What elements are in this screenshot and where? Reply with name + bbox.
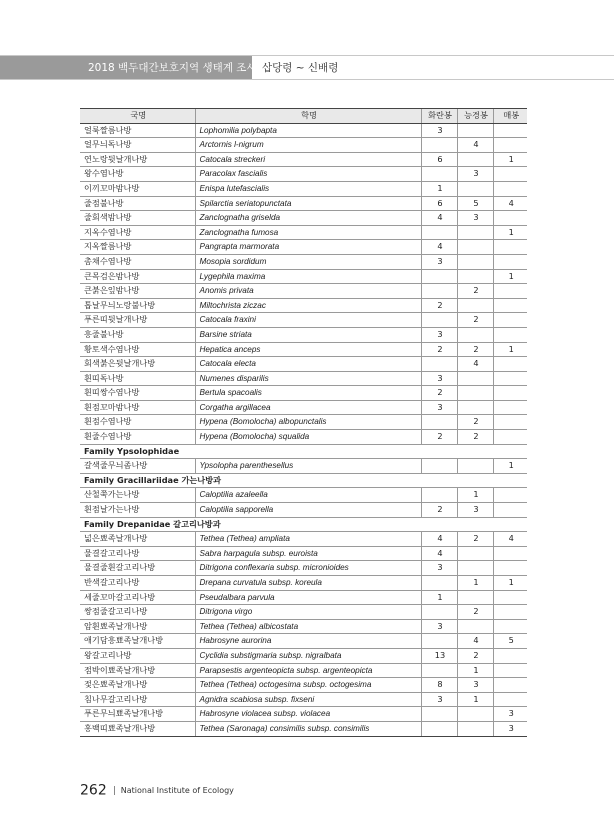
hwaranbong-count-cell [421,167,457,182]
neunggyeongbong-count-cell [457,707,493,722]
table-row [80,546,527,561]
hwaranbong-count-cell: 3 [421,692,457,707]
table-row [80,181,527,196]
korean-name-cell: 줄회색밤나방 [80,211,195,226]
table-row [80,225,527,240]
korean-name-cell: 흰점날가는나방 [80,503,195,518]
maebong-count-cell [493,488,527,503]
table-row [80,298,527,313]
maebong-count-cell [493,692,527,707]
maebong-count-cell [493,503,527,518]
table-row [80,415,527,430]
scientific-name-cell: Miltochrista ziczac [195,298,421,313]
maebong-count-cell [493,298,527,313]
table-row [80,503,527,518]
scientific-name-cell: Ditrigona virgo [195,605,421,620]
scientific-name-cell: Catocala electa [195,357,421,372]
maebong-count-cell [493,386,527,401]
neunggyeongbong-count-cell: 2 [457,532,493,547]
table-row [80,269,527,284]
maebong-count-cell: 1 [493,152,527,167]
scientific-name-cell: Pseudalbara parvula [195,590,421,605]
maebong-count-cell [493,561,527,576]
hwaranbong-count-cell [421,721,457,736]
table-row [80,721,527,736]
neunggyeongbong-count-cell [457,298,493,313]
institution-name: National Institute of Ecology [120,786,234,795]
scientific-name-cell: Barsine striata [195,327,421,342]
scientific-name-cell: Habrosyne aurorina [195,634,421,649]
table-row [80,605,527,620]
table-row [80,400,527,415]
scientific-name-cell: Zanclognatha fumosa [195,225,421,240]
column-header-neunggyeongbong: 능경봉 [457,109,493,124]
korean-name-cell: 지옥수염나방 [80,225,195,240]
hwaranbong-count-cell: 4 [421,240,457,255]
maebong-count-cell [493,240,527,255]
scientific-name-cell: Catocala streckeri [195,152,421,167]
scientific-name-cell: Tethea (Tethea) octogesima subsp. octogesima [195,678,421,693]
hwaranbong-count-cell [421,138,457,153]
hwaranbong-count-cell [421,313,457,328]
hwaranbong-count-cell: 4 [421,546,457,561]
running-header [0,55,614,80]
hwaranbong-count-cell [421,415,457,430]
column-header-korean-name: 국명 [80,109,195,124]
neunggyeongbong-count-cell [457,152,493,167]
korean-name-cell: 얼룩짤름나방 [80,123,195,138]
maebong-count-cell [493,254,527,269]
neunggyeongbong-count-cell: 2 [457,313,493,328]
family-name: Family Gracillariidae 가는나방과 [80,473,527,488]
table-row [80,196,527,211]
family-name: Family Ypsolophidae [80,444,527,459]
scientific-name-cell: Zanclognatha griselda [195,211,421,226]
scientific-name-cell: Paracolax fascialis [195,167,421,182]
table-row [80,561,527,576]
neunggyeongbong-count-cell: 3 [457,678,493,693]
scientific-name-cell: Hypena (Bomolocha) squalida [195,430,421,445]
korean-name-cell: 젖은뾰족날개나방 [80,678,195,693]
table-row [80,284,527,299]
maebong-count-cell: 3 [493,707,527,722]
table-body [80,123,527,736]
maebong-count-cell: 4 [493,532,527,547]
maebong-count-cell [493,357,527,372]
maebong-count-cell [493,430,527,445]
neunggyeongbong-count-cell [457,561,493,576]
maebong-count-cell [493,284,527,299]
korean-name-cell: 애기담흥뾰족날개나방 [80,634,195,649]
table-row [80,167,527,182]
maebong-count-cell [493,663,527,678]
korean-name-cell: 암흰뾰족날개나방 [80,619,195,634]
hwaranbong-count-cell [421,284,457,299]
korean-name-cell: 세줄꼬마갈고리나방 [80,590,195,605]
table-row [80,152,527,167]
neunggyeongbong-count-cell [457,619,493,634]
scientific-name-cell: Corgatha argillacea [195,400,421,415]
hwaranbong-count-cell: 13 [421,648,457,663]
hwaranbong-count-cell [421,225,457,240]
scientific-name-cell: Tethea (Tethea) albicostata [195,619,421,634]
scientific-name-cell: Bertula spacoalis [195,386,421,401]
korean-name-cell: 톱날무늬노랑불나방 [80,298,195,313]
scientific-name-cell: Drepana curvatula subsp. koreula [195,576,421,591]
maebong-count-cell: 4 [493,196,527,211]
family-header-row [80,444,527,459]
neunggyeongbong-count-cell [457,254,493,269]
maebong-count-cell [493,400,527,415]
neunggyeongbong-count-cell: 4 [457,634,493,649]
neunggyeongbong-count-cell [457,546,493,561]
hwaranbong-count-cell [421,634,457,649]
korean-name-cell: 침나무갈고리나방 [80,692,195,707]
hwaranbong-count-cell [421,663,457,678]
neunggyeongbong-count-cell: 4 [457,357,493,372]
neunggyeongbong-count-cell [457,181,493,196]
scientific-name-cell: Lygephila maxima [195,269,421,284]
neunggyeongbong-count-cell: 2 [457,648,493,663]
korean-name-cell: 지옥짤름나방 [80,240,195,255]
neunggyeongbong-count-cell: 2 [457,605,493,620]
maebong-count-cell [493,605,527,620]
scientific-name-cell: Caloptilia sapporella [195,503,421,518]
korean-name-cell: 큰목검은밤나방 [80,269,195,284]
hwaranbong-count-cell: 2 [421,430,457,445]
korean-name-cell: 회색붉은뒷날개나방 [80,357,195,372]
table-row [80,123,527,138]
maebong-count-cell: 5 [493,634,527,649]
korean-name-cell: 넓은뾰족날개나방 [80,532,195,547]
korean-name-cell: 얼무늬독나방 [80,138,195,153]
maebong-count-cell [493,181,527,196]
page-number: 262 [80,782,107,799]
neunggyeongbong-count-cell [457,225,493,240]
hwaranbong-count-cell [421,459,457,474]
table-row [80,692,527,707]
table-row [80,357,527,372]
hwaranbong-count-cell: 3 [421,123,457,138]
hwaranbong-count-cell: 3 [421,400,457,415]
family-header-row [80,473,527,488]
column-header-maebong: 매봉 [493,109,527,124]
scientific-name-cell: Anomis privata [195,284,421,299]
scientific-name-cell: Enispa lutefascialis [195,181,421,196]
species-table [80,108,527,737]
korean-name-cell: 물결줄흰갈고리나방 [80,561,195,576]
korean-name-cell: 푸른띠뒷날개나방 [80,313,195,328]
neunggyeongbong-count-cell [457,386,493,401]
table-row [80,254,527,269]
footer-separator [114,786,115,795]
scientific-name-cell: Spilarctia seriatopunctata [195,196,421,211]
korean-name-cell: 줄점불나방 [80,196,195,211]
neunggyeongbong-count-cell: 3 [457,211,493,226]
hwaranbong-count-cell [421,269,457,284]
korean-name-cell: 반색갈고리나방 [80,576,195,591]
korean-name-cell: 물결갈고리나방 [80,546,195,561]
hwaranbong-count-cell: 1 [421,590,457,605]
scientific-name-cell: Agnidra scabiosa subsp. fixseni [195,692,421,707]
hwaranbong-count-cell: 2 [421,342,457,357]
table-row [80,342,527,357]
korean-name-cell: 흰점수염나방 [80,415,195,430]
section-title: 삽당령 ~ 신배령 [262,62,339,74]
scientific-name-cell: Tethea (Saronaga) consimilis subsp. consimilis [195,721,421,736]
scientific-name-cell: Ditrigona conflexaria subsp. micronioides [195,561,421,576]
table-row [80,488,527,503]
table-row [80,138,527,153]
neunggyeongbong-count-cell [457,400,493,415]
maebong-count-cell [493,313,527,328]
maebong-count-cell [493,619,527,634]
table-row [80,532,527,547]
hwaranbong-count-cell: 2 [421,503,457,518]
scientific-name-cell: Caloptilia azaleella [195,488,421,503]
neunggyeongbong-count-cell: 3 [457,167,493,182]
table-row [80,371,527,386]
maebong-count-cell [493,371,527,386]
maebong-count-cell [493,138,527,153]
korean-name-cell: 흰줄수염나방 [80,430,195,445]
scientific-name-cell: Arctornis l-nigrum [195,138,421,153]
neunggyeongbong-count-cell [457,123,493,138]
neunggyeongbong-count-cell [457,371,493,386]
table-row [80,211,527,226]
scientific-name-cell: Habrosyne violacea subsp. violacea [195,707,421,722]
header-gray-block [0,56,257,79]
table-row [80,386,527,401]
maebong-count-cell [493,211,527,226]
table-row [80,240,527,255]
hwaranbong-count-cell: 8 [421,678,457,693]
hwaranbong-count-cell: 6 [421,152,457,167]
table-row [80,648,527,663]
scientific-name-cell: Parapsestis argenteopicta subsp. argenteopicta [195,663,421,678]
scientific-name-cell: Mosopia sordidum [195,254,421,269]
scientific-name-cell: Ypsolopha parenthesellus [195,459,421,474]
hwaranbong-count-cell [421,576,457,591]
neunggyeongbong-count-cell [457,327,493,342]
korean-name-cell: 왕갈고리나방 [80,648,195,663]
korean-name-cell: 큰붉은잎밤나방 [80,284,195,299]
hwaranbong-count-cell: 4 [421,532,457,547]
page-footer [80,780,234,799]
table-row [80,459,527,474]
maebong-count-cell [493,590,527,605]
maebong-count-cell [493,546,527,561]
maebong-count-cell: 1 [493,576,527,591]
korean-name-cell: 점박이뾰족날개나방 [80,663,195,678]
korean-name-cell: 황토색수염나방 [80,342,195,357]
neunggyeongbong-count-cell [457,269,493,284]
hwaranbong-count-cell: 2 [421,386,457,401]
korean-name-cell: 왕수염나방 [80,167,195,182]
korean-name-cell: 쌍점줄갈고리나방 [80,605,195,620]
table-row [80,590,527,605]
report-title: 2018 백두대간보호지역 생태계 조사 [88,62,257,74]
neunggyeongbong-count-cell: 2 [457,284,493,299]
table-row [80,313,527,328]
family-header-row [80,517,527,532]
korean-name-cell: 갈색줄무늬좀나방 [80,459,195,474]
hwaranbong-count-cell: 3 [421,327,457,342]
table-header-row [80,109,527,124]
hwaranbong-count-cell: 3 [421,371,457,386]
scientific-name-cell: Tethea (Tethea) ampliata [195,532,421,547]
table-row [80,576,527,591]
neunggyeongbong-count-cell: 1 [457,488,493,503]
maebong-count-cell: 1 [493,225,527,240]
hwaranbong-count-cell [421,488,457,503]
table-row [80,430,527,445]
korean-name-cell: 홍백띠뾰족날개나방 [80,721,195,736]
neunggyeongbong-count-cell [457,721,493,736]
neunggyeongbong-count-cell: 1 [457,663,493,678]
table-row [80,619,527,634]
korean-name-cell: 흰띠쌍수염나방 [80,386,195,401]
hwaranbong-count-cell [421,605,457,620]
neunggyeongbong-count-cell [457,240,493,255]
neunggyeongbong-count-cell: 1 [457,692,493,707]
korean-name-cell: 흰점꼬마밤나방 [80,400,195,415]
neunggyeongbong-count-cell: 4 [457,138,493,153]
korean-name-cell: 푸른무늬뾰족날개나방 [80,707,195,722]
hwaranbong-count-cell: 3 [421,619,457,634]
maebong-count-cell: 3 [493,721,527,736]
korean-name-cell: 흥줄불나방 [80,327,195,342]
korean-name-cell: 이끼꼬마밤나방 [80,181,195,196]
scientific-name-cell: Hypena (Bomolocha) albopunctalis [195,415,421,430]
korean-name-cell: 연노랑뒷날개나방 [80,152,195,167]
scientific-name-cell: Lophomilia polybapta [195,123,421,138]
maebong-count-cell [493,123,527,138]
family-name: Family Drepanidae 갈고리나방과 [80,517,527,532]
neunggyeongbong-count-cell: 2 [457,342,493,357]
scientific-name-cell: Catocala fraxini [195,313,421,328]
table-row [80,327,527,342]
neunggyeongbong-count-cell: 2 [457,430,493,445]
neunggyeongbong-count-cell [457,590,493,605]
hwaranbong-count-cell: 3 [421,561,457,576]
scientific-name-cell: Numenes disparilis [195,371,421,386]
hwaranbong-count-cell: 3 [421,254,457,269]
hwaranbong-count-cell: 6 [421,196,457,211]
maebong-count-cell [493,648,527,663]
hwaranbong-count-cell: 4 [421,211,457,226]
maebong-count-cell [493,167,527,182]
neunggyeongbong-count-cell: 1 [457,576,493,591]
hwaranbong-count-cell: 2 [421,298,457,313]
table-row [80,678,527,693]
neunggyeongbong-count-cell: 3 [457,503,493,518]
maebong-count-cell [493,415,527,430]
maebong-count-cell: 1 [493,342,527,357]
column-header-hwaranbong: 화란봉 [421,109,457,124]
table-row [80,663,527,678]
scientific-name-cell: Hepatica anceps [195,342,421,357]
neunggyeongbong-count-cell: 2 [457,415,493,430]
maebong-count-cell: 1 [493,269,527,284]
table-row [80,634,527,649]
maebong-count-cell [493,327,527,342]
maebong-count-cell: 1 [493,459,527,474]
korean-name-cell: 흰띠독나방 [80,371,195,386]
table-row [80,707,527,722]
scientific-name-cell: Pangrapta marmorata [195,240,421,255]
korean-name-cell: 산철쭉가는나방 [80,488,195,503]
maebong-count-cell [493,678,527,693]
hwaranbong-count-cell [421,707,457,722]
hwaranbong-count-cell [421,357,457,372]
hwaranbong-count-cell: 1 [421,181,457,196]
scientific-name-cell: Sabra harpagula subsp. euroista [195,546,421,561]
column-header-scientific-name: 학명 [195,109,421,124]
neunggyeongbong-count-cell [457,459,493,474]
neunggyeongbong-count-cell: 5 [457,196,493,211]
scientific-name-cell: Cyclidia substigmaria subsp. nigralbata [195,648,421,663]
korean-name-cell: 촘채수염나방 [80,254,195,269]
